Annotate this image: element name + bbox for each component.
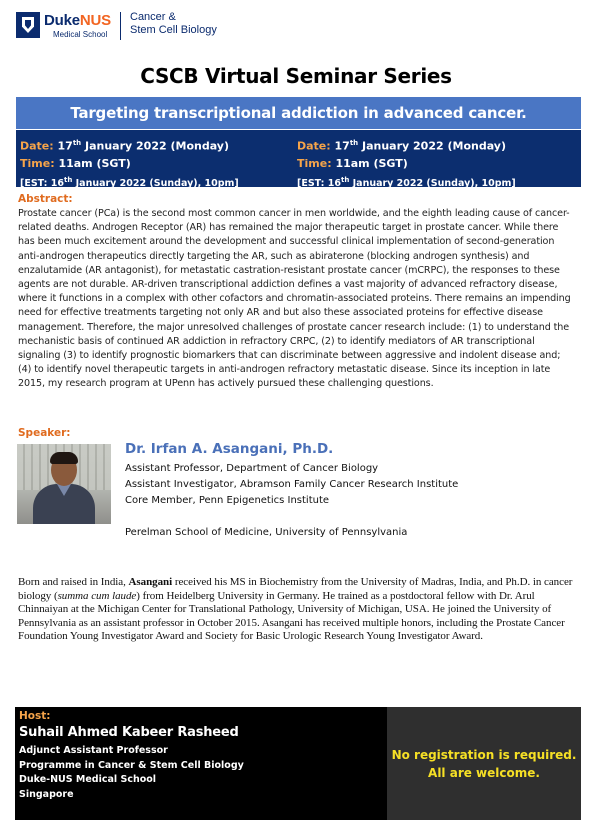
date-line [20,135,239,155]
registration-panel [387,707,581,820]
date-suffix: th [72,139,82,147]
department-line-2: Stem Cell Biology [130,24,217,36]
logo-wordmark [44,12,111,29]
speaker-role: Assistant Investigator, Abramson Family Cancer Research Institute [125,479,459,490]
schedule-column-right [297,135,516,192]
speaker-institution: Perelman School of Medicine, University of Pennsylvania [125,527,408,538]
department-name [130,11,217,37]
speaker-photo [17,444,111,524]
logo-nus-text: NUS [79,12,111,29]
host-detail: Programme in Cancer & Stem Cell Biology [19,759,244,771]
host-panel [15,707,387,820]
time-value: 11am (SGT) [58,156,131,170]
registration-text [387,746,581,782]
host-details [19,744,244,802]
est-prefix: [EST: 16 [20,177,64,189]
header [16,6,576,46]
est-line [297,172,516,192]
bio-name: Asangani [128,576,173,588]
time-label: Time: [297,156,332,170]
est-suffix: th [340,175,350,184]
logo-divider [120,12,121,40]
host-detail: Adjunct Assistant Professor [19,745,168,756]
registration-line-2: All are welcome. [428,766,540,780]
date-label: Date: [20,139,54,153]
date-value: January 2022 (Monday) [81,139,229,153]
time-label: Time: [20,156,55,170]
registration-line-1: No registration is required. [391,748,577,762]
est-value: January 2022 (Sunday), 10pm] [72,177,239,189]
date-label: Date: [297,139,331,153]
est-line [20,172,239,192]
date-suffix: th [349,139,359,147]
time-value: 11am (SGT) [335,156,408,170]
abstract-text: Prostate cancer (PCa) is the second most common cancer in men worldwide, and the eighth leading cause of cancer-related deaths. Androgen Receptor (AR) has remained the major therapeutic target in prostate cancer. While there has been much excitement around the development and successful clinical implementation of second-generation anti-androgen therapeutics directly targeting the AR, such as abiraterone (blocking androgen synthesis) and enzalutamide (AR antagonist), for metastatic castration-resistant prostate cancer (mCRPC), the responses to these agents are not durable. AR-driven transcriptional addiction defines a vast majority of advanced refractory disease, where it functions in a complex with other cofactors and chromatin-associated proteins. There remains an impending need for effective treatments targeting not only AR and but also these associated proteins for effective disease management. Therefore, the major unresolved challenges of prostate cancer research include: (1) to understand the mechanistic basis of continued AR addiction in refractory CRPC, (2) to identify mediators of AR transcriptional signaling (3) to identify prognostic biomarkers that can discriminate between aggressive and indolent disease and; (4) to identify novel therapeutic targets in anti-androgen refractory metastatic disease. Since its inception in late 2015, my research program at UPenn has actively pursued these challenging questions. [18,208,571,390]
speaker-name: Dr. Irfan A. Asangani, Ph.D. [125,441,334,457]
time-line [297,155,516,172]
date-day: 17 [57,139,73,153]
bio-italic: summa cum laude [57,589,137,602]
photo-hair [50,452,78,464]
schedule-column-left [20,135,239,192]
speaker-role: Core Member, Penn Epigenetics Institute [125,495,330,506]
speaker-roles [125,461,458,509]
host-detail: Duke-NUS Medical School [19,774,157,785]
logo-duke-text: Duke [44,12,80,29]
speaker-role: Assistant Professor, Department of Cancer Biology [125,463,379,474]
department-line-1: Cancer & [130,11,176,23]
talk-title: Targeting transcriptional addiction in advanced cancer. [16,97,581,129]
bio-text: Born and raised in India, [18,576,129,588]
series-title: CSCB Virtual Seminar Series [140,64,452,88]
speaker-bio [18,576,576,644]
time-line [20,155,239,172]
date-day: 17 [334,139,350,153]
est-value: January 2022 (Sunday), 10pm] [349,177,516,189]
est-suffix: th [63,175,73,184]
bio-text: ) from Heidelberg University in Germany. He trained as a postdoctoral fellow with Dr. Arul Chinnaiyan at the Michigan Center for Translational Pathology, University of Michigan, USA. He joined the University of Pennsylvania as an assistant professor in October 2015. Asangani has received multiple honors, including the Prostate Cancer Foundation Young Investigator Award and Society for Basic Urologic Research Young Investigator Award. [18,589,565,643]
schedule-box [16,130,581,187]
date-value: January 2022 (Monday) [358,139,506,153]
host-detail: Singapore [19,788,74,800]
host-label: Host: [19,710,51,722]
date-line [297,135,516,155]
host-name: Suhail Ahmed Kabeer Rasheed [19,725,239,740]
bio-text: received his MS in Biochemistry from the University of Madras, India, and Ph.D. in cancer biology ( [18,576,573,602]
speaker-label: Speaker: [18,427,71,439]
abstract-label: Abstract: [18,193,73,205]
est-prefix: [EST: 16 [297,177,341,189]
logo-subtitle: Medical School [53,30,108,39]
duke-nus-shield-icon [16,12,40,38]
